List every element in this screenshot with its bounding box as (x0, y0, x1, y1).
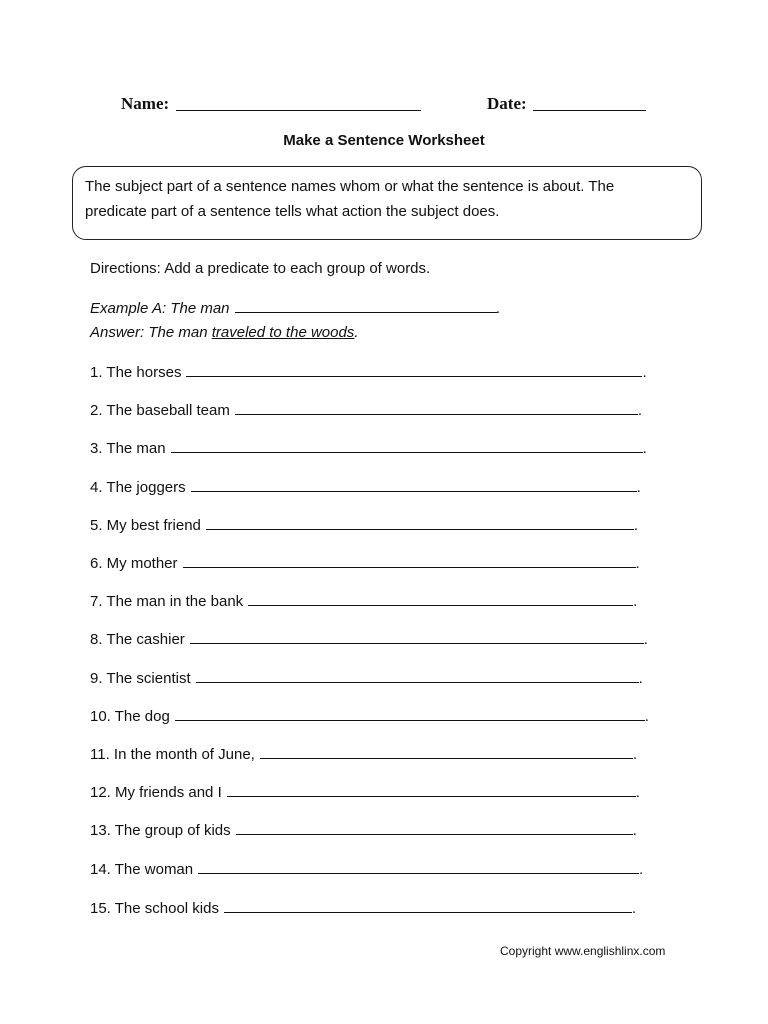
list-item (90, 706, 649, 725)
list-item (90, 629, 648, 648)
item-period: . (635, 555, 640, 572)
answer-blank-line[interactable] (236, 820, 633, 835)
item-prompt: 8. The cashier (90, 631, 185, 648)
answer-blank-line[interactable] (224, 898, 632, 913)
item-prompt: 6. My mother (90, 555, 178, 572)
item-prompt: 9. The scientist (90, 670, 191, 687)
answer-blank-line[interactable] (183, 553, 636, 568)
answer-blank-line[interactable] (175, 706, 645, 721)
example-answer-suffix: . (354, 324, 359, 341)
item-prompt: 13. The group of kids (90, 822, 231, 839)
item-period: . (632, 822, 637, 839)
item-prompt: 7. The man in the bank (90, 593, 244, 610)
item-period: . (637, 402, 642, 419)
example-answer-prefix: Answer: The man (90, 324, 212, 341)
list-item (90, 515, 638, 534)
item-prompt: 2. The baseball team (90, 402, 230, 419)
item-prompt: 14. The woman (90, 861, 194, 878)
list-item (90, 898, 636, 917)
answer-blank-line[interactable] (191, 477, 637, 492)
definition-line-1: The subject part of a sentence names whom or what the sentence is about. The (85, 178, 615, 195)
date-field-label: Date: (487, 94, 527, 113)
example-answer-underlined: traveled to the woods (211, 324, 355, 341)
list-item (90, 782, 640, 801)
answer-blank-line[interactable] (198, 859, 639, 874)
answer-blank-line[interactable] (186, 362, 642, 377)
item-period: . (633, 593, 638, 610)
example-answer (90, 324, 358, 341)
item-period: . (644, 708, 649, 725)
item-prompt: 3. The man (90, 440, 166, 457)
item-prompt: 12. My friends and I (90, 784, 222, 801)
copyright-text: Copyright www.englishlinx.com (500, 944, 666, 958)
definition-line-2: predicate part of a sentence tells what action the subject does. (85, 203, 500, 220)
list-item (90, 553, 640, 572)
date-blank-line[interactable] (533, 96, 646, 111)
name-field-label: Name: (121, 94, 170, 113)
answer-blank-line[interactable] (171, 438, 643, 453)
item-prompt: 11. In the month of June, (90, 746, 255, 763)
item-period: . (636, 479, 641, 496)
list-item (90, 744, 637, 763)
answer-blank-line[interactable] (235, 400, 638, 415)
definition-box (72, 166, 702, 240)
answer-blank-line[interactable] (260, 744, 633, 759)
item-prompt: 1. The horses (90, 364, 182, 381)
item-prompt: 5. My best friend (90, 517, 201, 534)
example-period: . (496, 300, 501, 317)
list-item (90, 591, 637, 610)
list-item (90, 362, 647, 381)
worksheet-title: Make a Sentence Worksheet (283, 132, 485, 149)
item-period: . (633, 517, 639, 534)
answer-blank-line[interactable] (206, 515, 634, 530)
item-period: . (642, 364, 647, 381)
list-item (90, 859, 643, 878)
item-period: . (638, 670, 643, 687)
item-prompt: 4. The joggers (90, 479, 186, 496)
answer-blank-line[interactable] (227, 782, 636, 797)
name-blank-line[interactable] (176, 96, 421, 111)
example-blank-line (235, 298, 497, 313)
list-item (90, 438, 647, 457)
item-prompt: 10. The dog (90, 708, 170, 725)
answer-blank-line[interactable] (196, 668, 639, 683)
item-period: . (632, 746, 638, 763)
item-prompt: 15. The school kids (90, 900, 219, 917)
example-prompt (90, 298, 501, 317)
item-period: . (639, 861, 644, 878)
item-period: . (643, 631, 648, 648)
example-prompt-text: Example A: The man (90, 300, 230, 317)
item-period: . (635, 784, 640, 801)
answer-blank-line[interactable] (248, 591, 633, 606)
item-period: . (631, 900, 637, 917)
list-item (90, 400, 642, 419)
directions-text: Directions: Add a predicate to each group of words. (90, 260, 431, 277)
list-item (90, 668, 643, 687)
list-item (90, 477, 641, 496)
answer-blank-line[interactable] (190, 629, 644, 644)
list-item (90, 820, 637, 839)
item-period: . (642, 440, 647, 457)
